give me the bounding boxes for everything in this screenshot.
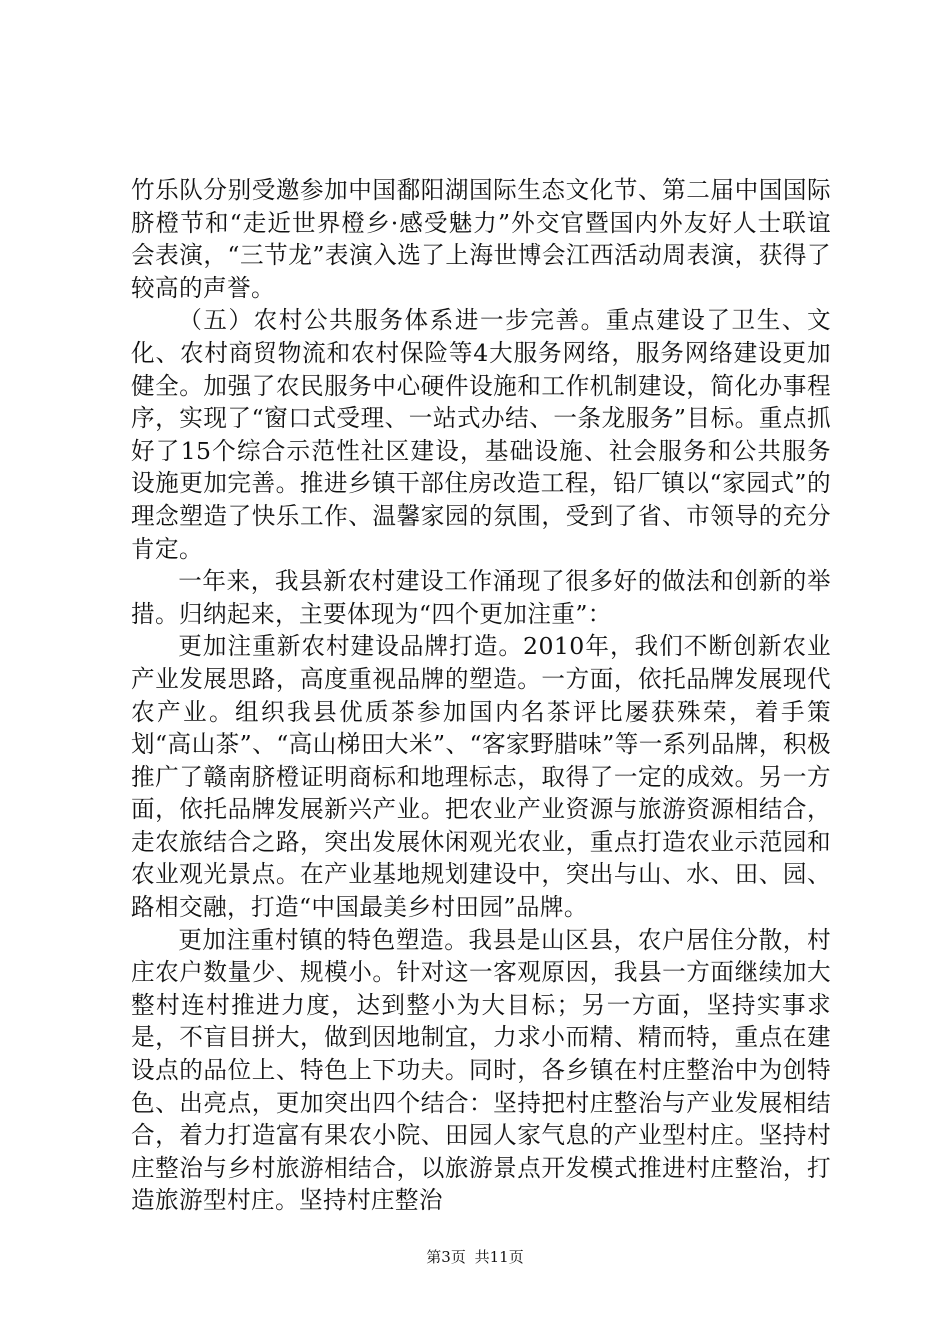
- paragraph-3: 一年来，我县新农村建设工作涌现了很多好的做法和创新的举措。归纳起来，主要体现为“四个更加注重”：: [131, 567, 831, 628]
- page-footer: [0, 1246, 950, 1267]
- paragraph-1: 竹乐队分别受邀参加中国鄱阳湖国际生态文化节、第二届中国国际脐橙节和“走近世界橙乡·感受魅力”外交官暨国内外友好人士联谊会表演，“三节龙”表演入选了上海世博会江西活动周表演，获得了较高的声誉。: [131, 176, 831, 302]
- paragraph-4: 更加注重新农村建设品牌打造。2010年，我们不断创新农业产业发展思路，高度重视品牌的塑造。一方面，依托品牌发展现代农产业。组织我县优质茶参加国内名茶评比屡获殊荣，着手策划“高山茶”、“高山梯田大米”、“客家野腊味”等一系列品牌，积极推广了赣南脐橙证明商标和地理标志，取得了一定的成效。另一方面，依托品牌发展新兴产业。把农业产业资源与旅游资源相结合，走农旅结合之路，突出发展休闲观光农业，重点打造农业示范园和农业观光景点。在产业基地规划建设中，突出与山、水、田、园、路相交融，打造“中国最美乡村田园”品牌。: [131, 632, 831, 922]
- document-body: [131, 174, 831, 1217]
- paragraph-2: （五）农村公共服务体系进一步完善。重点建设了卫生、文化、农村商贸物流和农村保险等4大服务网络，服务网络建设更加健全。加强了农民服务中心硬件设施和工作机制建设，简化办事程序，实现了“窗口式受理、一站式办结、一条龙服务”目标。重点抓好了15个综合示范性社区建设，基础设施、社会服务和公共服务设施更加完善。推进乡镇干部住房改造工程，铅厂镇以“家园式”的理念塑造了快乐工作、温馨家园的氛围，受到了省、市领导的充分肯定。: [131, 306, 831, 563]
- page-number: 第3页: [426, 1248, 466, 1266]
- page-total: 共11页: [474, 1248, 524, 1266]
- paragraph-5: 更加注重村镇的特色塑造。我县是山区县，农户居住分散，村庄农户数量少、规模小。针对这一客观原因，我县一方面继续加大整村连村推进力度，达到整小为大目标；另一方面，坚持实事求是，不盲目拼大，做到因地制宜，力求小而精、精而特，重点在建设点的品位上、特色上下功夫。同时，各乡镇在村庄整治中为创特色、出亮点，更加突出四个结合：坚持把村庄整治与产业发展相结合，着力打造富有果农小院、田园人家气息的产业型村庄。坚持村庄整治与乡村旅游相结合，以旅游景点开发模式推进村庄整治，打造旅游型村庄。坚持村庄整治: [131, 925, 831, 1215]
